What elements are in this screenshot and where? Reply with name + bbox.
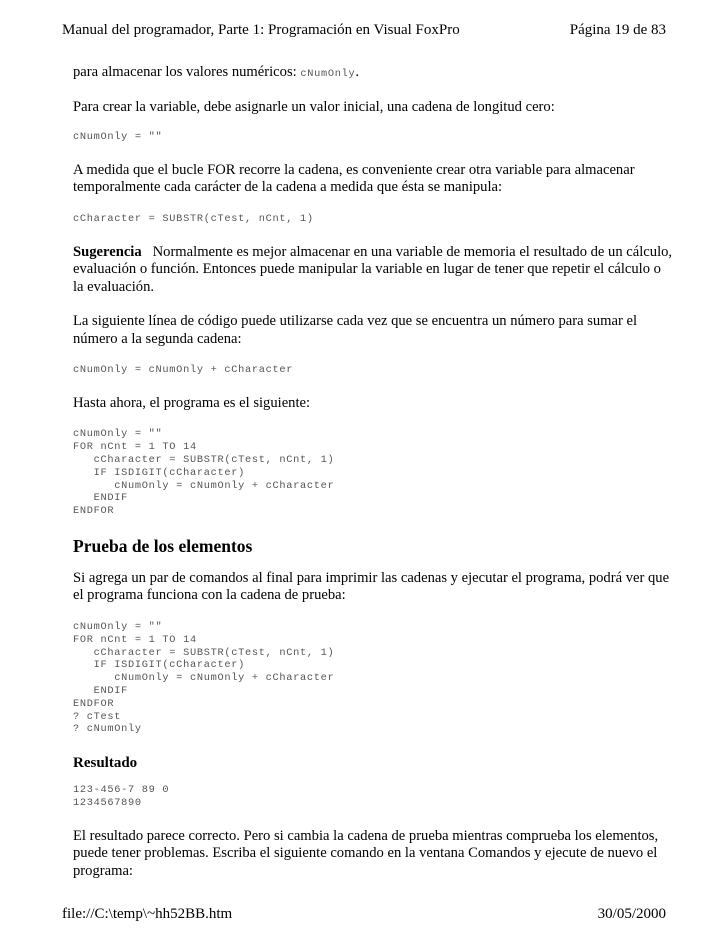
result-heading: Resultado	[73, 755, 138, 772]
paragraph-numeric-values	[73, 64, 673, 84]
paragraph-for-loop: A medida que el bucle FOR recorre la cadena, es conveniente crear otra variable para almacenar temporalmente cada carácter de la cadena a medida que ésta se manipula:	[73, 161, 635, 196]
code-program-print: cNumOnly = "" FOR nCnt = 1 TO 14 cCharacter = SUBSTR(cTest, nCnt, 1) IF ISDIGIT(cCharacter) cNumOnly = cNumOnly + cCharacter ENDIF ENDFOR ? cTest ? cNumOnly	[73, 620, 335, 736]
code-result-output: 123-456-7 89 0 1234567890	[73, 784, 170, 809]
tip-paragraph	[73, 244, 673, 297]
paragraph-period: .	[355, 64, 360, 80]
inline-code-cnumonly: cNumOnly	[300, 68, 356, 80]
tip-text: Normalmente es mejor almacenar en una variable de memoria el resultado de un cálculo, evaluación o función. Entonces puede manipular la variable en lugar de tener que repetir el cálculo o la evaluación.	[73, 243, 673, 295]
code-substr: cCharacter = SUBSTR(cTest, nCnt, 1)	[73, 212, 314, 225]
page-content	[73, 64, 673, 880]
paragraph-program-so-far: Hasta ahora, el programa es el siguiente:	[73, 394, 311, 411]
paragraph-add-number: La siguiente línea de código puede utilizarse cada vez que se encuentra un número para sumar el número a la segunda cadena:	[73, 313, 638, 347]
tip-label: Sugerencia	[73, 243, 142, 260]
code-init-cnumonly: cNumOnly = ""	[73, 131, 163, 143]
paragraph-result-correct: El resultado parece correcto. Pero si cambia la cadena de prueba mientras comprueba los elementos, puede tener problemas. Escriba el siguiente comando en la ventana Comandos y ejecute de nuevo el programa:	[73, 827, 659, 879]
document-title: Manual del programador, Parte 1: Programación en Visual FoxPro	[62, 22, 460, 38]
file-path: file://C:\temp\~hh52BB.htm	[62, 906, 233, 922]
footer-date: 30/05/2000	[597, 906, 666, 922]
page-footer	[62, 904, 666, 924]
code-program-loop: cNumOnly = "" FOR nCnt = 1 TO 14 cCharacter = SUBSTR(cTest, nCnt, 1) IF ISDIGIT(cCharacter) cNumOnly = cNumOnly + cCharacter ENDIF ENDFOR	[73, 428, 335, 518]
code-concat: cNumOnly = cNumOnly + cCharacter	[73, 364, 294, 377]
paragraph-create-variable: Para crear la variable, debe asignarle un valor inicial, una cadena de longitud cero:	[73, 98, 555, 115]
section-heading-testing: Prueba de los elementos	[73, 535, 253, 556]
paragraph-print-strings: Si agrega un par de comandos al final para imprimir las cadenas y ejecutar el programa, podrá ver que el programa funciona con la cadena de prueba:	[73, 569, 670, 604]
page-header	[62, 20, 666, 42]
page-number: Página 19 de 83	[569, 22, 666, 38]
paragraph-text: para almacenar los valores numéricos:	[73, 64, 301, 80]
